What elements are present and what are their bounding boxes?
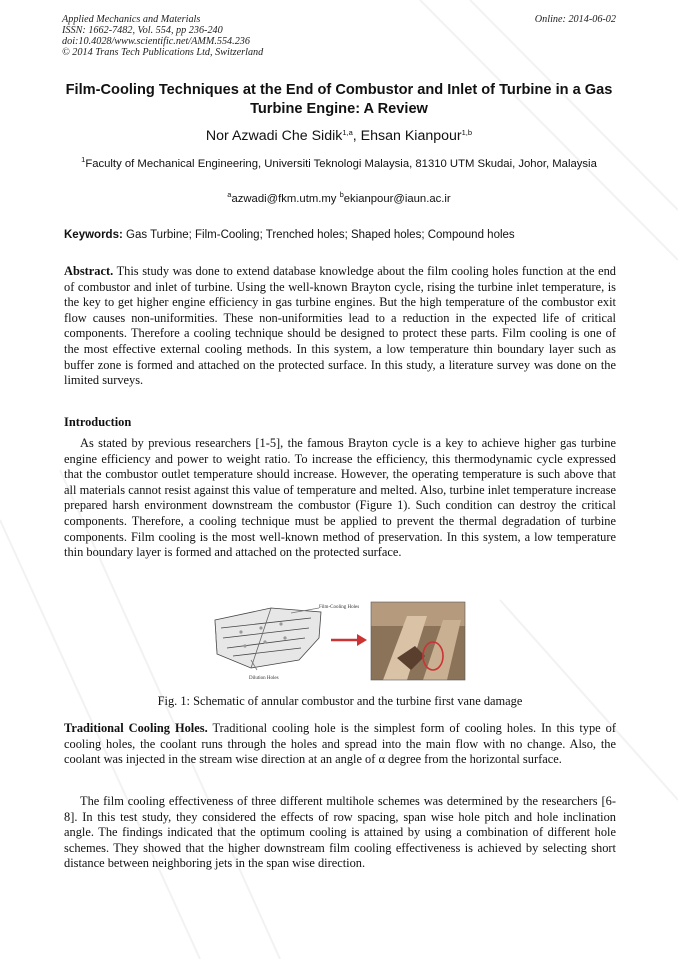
author-1-affil: 1,a bbox=[342, 128, 353, 137]
email-a: azwadi@fkm.utm.my bbox=[231, 193, 337, 205]
keywords-label: Keywords: bbox=[64, 229, 123, 241]
traditional-text: Traditional cooling hole is the simplest form of cooling holes. In this type of cooling holes, the coolant runs through the holes and spread into the main flow with no change. Also, the coolant was injected in the stream wise direction at an angle of α degree from the horizontal surface. bbox=[64, 721, 617, 767]
introduction-text: As stated by previous researchers [1-5], the famous Brayton cycle is a key to achieve higher gas turbine engine efficiency and power to weight ratio. To increase the efficiency, this thermodynamic cycle expressed that the combustor outlet temperature should increase. However, the operating temperature is such above that all materials cannot resist against this value of temperature and melted. Also, turbine inlet temperature increase prepared harsh environment downstream the combustor (Figure 1). Such condition can destroy the critical components. Therefore, a cooling technique must be applied to prevent the thermal degradation of turbine components. Film cooling is the most well-known method of preservation. In this system, a low temperature thin boundary layer is formed and attached on the protected surface. bbox=[64, 436, 616, 560]
email-b-sup: b bbox=[339, 190, 344, 199]
traditional-label: Traditional Cooling Holes. bbox=[64, 721, 208, 735]
paper-title: Film-Cooling Techniques at the End of Combustor and Inlet of Turbine in a Gas Turbine Engine: A Review bbox=[65, 82, 613, 117]
author-2: Ehsan Kianpour bbox=[360, 128, 462, 144]
copyright-line: © 2014 Trans Tech Publications Ltd, Switzerland bbox=[62, 47, 264, 58]
email-a-sup: a bbox=[227, 190, 232, 199]
online-date: Online: 2014-06-02 bbox=[534, 14, 616, 25]
abstract-text: This study was done to extend database knowledge about the film cooling holes function at the end of combustor and inlet of turbine. Using the well-known Brayton cycle, rising the turbine inlet temperature, is the key to get higher engine efficiency in gas turbine engines. But the high temperature of the combustor exit flow causes non-uniformities. These non-uniformities lead to a reduction in the expected life of critical components. Therefore a cooling technique should be designed to protect these parts. Film cooling is one of the most effective external cooling methods. In this system, a low temperature thin boundary layer such as buffer zone is formed and attached on the protected surface. In this study, a literature survey was done on the limited surveys. bbox=[64, 264, 616, 388]
label-dilution-holes: Dilution Holes bbox=[249, 676, 279, 681]
abstract-label: Abstract. bbox=[64, 264, 114, 278]
label-film-cooling-holes: Film-Cooling Holes bbox=[319, 605, 360, 610]
figure-1-caption: Fig. 1: Schematic of annular combustor and the turbine first vane damage bbox=[157, 694, 523, 708]
keywords-text: Gas Turbine; Film-Cooling; Trenched holes; Shaped holes; Compound holes bbox=[126, 229, 515, 241]
figure-1-image bbox=[211, 598, 467, 684]
abstract bbox=[64, 264, 616, 389]
author-separator: , bbox=[352, 128, 361, 144]
traditional-cooling-section bbox=[64, 721, 616, 768]
email-line bbox=[40, 190, 638, 205]
introduction-heading: Introduction bbox=[64, 415, 132, 429]
affiliation bbox=[70, 156, 608, 172]
author-1: Nor Azwadi Che Sidik bbox=[205, 128, 343, 144]
author-2-affil: 1,b bbox=[461, 128, 473, 137]
journal-header bbox=[62, 14, 616, 58]
multihole-paragraph: The film cooling effectiveness of three different multihole schemes was determined by the researchers [6-8]. In this test study, they considered the effects of row spacing, span wise hole pitch and hole inclination angle. The findings indicated that the optimum cooling is attained by using a combination of different hole schemes. They showed that the higher downstream film cooling effectiveness is achieved by selecting short distance between neighboring jets in the span wise direction. bbox=[64, 794, 616, 871]
doi-line: doi:10.4028/www.scientific.net/AMM.554.236 bbox=[62, 36, 250, 47]
email-b: ekianpour@iaun.ac.ir bbox=[343, 193, 451, 205]
issn-line: ISSN: 1662-7482, Vol. 554, pp 236-240 bbox=[62, 25, 223, 36]
author-line bbox=[40, 128, 638, 144]
affiliation-text: Faculty of Mechanical Engineering, Universiti Teknologi Malaysia, 81310 UTM Skudai, Johor, Malaysia bbox=[85, 158, 597, 170]
journal-name: Applied Mechanics and Materials bbox=[62, 14, 201, 25]
keywords bbox=[64, 229, 616, 241]
affiliation-sup: 1 bbox=[81, 155, 86, 164]
vane-damage-photo bbox=[371, 602, 465, 680]
